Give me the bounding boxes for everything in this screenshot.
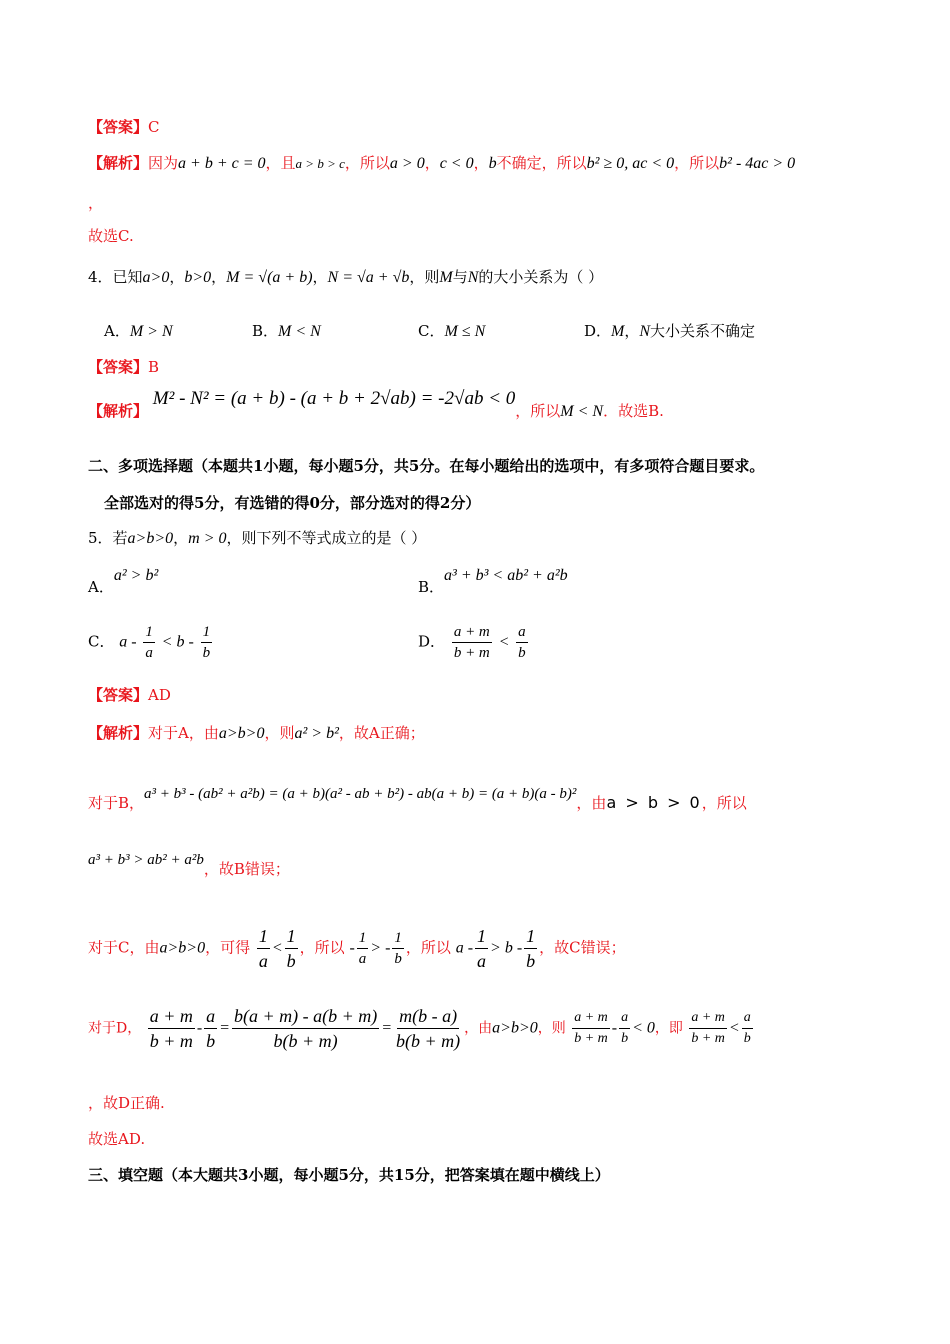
math: < 0: [632, 1019, 655, 1037]
text: ，: [169, 268, 185, 286]
q5-option-c[interactable]: [88, 622, 214, 663]
q5-analysis-d-end: ，故D正确.: [88, 1094, 165, 1112]
numerator: 1: [257, 924, 270, 949]
denominator: b + m: [574, 1031, 608, 1046]
math: < b -: [161, 633, 194, 651]
q4-option-a[interactable]: [104, 320, 173, 343]
numerator: a + m: [148, 1004, 195, 1029]
denominator: b: [206, 1031, 216, 1051]
math: <: [728, 1019, 740, 1037]
denominator: a: [477, 951, 487, 971]
math: a>b>0: [159, 939, 206, 957]
fraction: [475, 924, 488, 973]
option-label: C．: [88, 632, 115, 651]
text: ，故A正确；: [338, 724, 425, 742]
text: ，即: [654, 1020, 683, 1037]
fraction: [232, 1004, 379, 1053]
q4-option-c[interactable]: [418, 320, 485, 343]
q5-analysis-b-cont: [88, 852, 290, 881]
numerator: a: [204, 1004, 217, 1029]
math: a² > b²: [294, 725, 339, 742]
text: ，: [211, 268, 227, 286]
text: ，则: [537, 1020, 566, 1037]
math: a > b > 0: [606, 793, 702, 812]
text: 对于B，: [88, 794, 145, 812]
math: b² ≥ 0, ac < 0: [586, 155, 675, 172]
math: m > 0: [188, 530, 227, 547]
fraction: [394, 1004, 462, 1053]
fraction: [452, 622, 492, 663]
math: a -: [455, 939, 474, 957]
math: a³ + b³ > ab² + a²b: [88, 852, 204, 868]
answer-value: AD: [148, 686, 171, 704]
text: ，则: [264, 724, 295, 742]
math: a > 0: [389, 155, 425, 172]
fraction: [201, 622, 213, 663]
denominator: a: [258, 951, 268, 971]
text: ，所以: [344, 154, 390, 172]
math: a > b > c: [295, 156, 345, 171]
math: > -: [370, 939, 391, 957]
answer-tag: 【答案】: [88, 686, 149, 704]
numerator: 1: [285, 924, 298, 949]
q4-answer-line: [88, 356, 159, 378]
math: a>b>0: [492, 1019, 538, 1037]
text: ，: [624, 322, 640, 340]
q5-conclusion: 故选AD.: [88, 1130, 146, 1148]
numerator: 1: [524, 924, 537, 949]
option-label: B．: [252, 322, 279, 340]
text: ，则: [409, 268, 440, 286]
text: ，可得: [205, 938, 251, 957]
text: ，: [473, 154, 489, 172]
option-label: C．: [418, 322, 445, 340]
denominator: b: [743, 1031, 751, 1046]
q5-analysis-a: [88, 722, 425, 745]
text: ，由: [576, 794, 607, 812]
q3-conclusion: 故选C.: [88, 227, 134, 245]
numerator: a: [516, 622, 528, 643]
numerator: a + m: [689, 1008, 727, 1029]
numerator: 1: [475, 924, 488, 949]
fraction: [742, 1008, 753, 1049]
text: ，所以: [515, 402, 561, 420]
math: a + b + c = 0: [178, 155, 266, 172]
text: ，且: [265, 154, 296, 172]
section3-heading: 三、填空题（本大题共3小题，每小题5分，共15分，把答案填在题中横线上）: [88, 1166, 610, 1184]
answer-value: B: [148, 358, 160, 376]
math: M: [439, 269, 453, 286]
text: ，故C错误；: [539, 938, 626, 957]
math: <: [271, 939, 283, 957]
analysis-tag: 【解析】: [88, 402, 149, 420]
math: -: [349, 939, 355, 957]
math: N: [639, 323, 651, 340]
q4-analysis-line: [88, 388, 664, 423]
option-label: D．: [418, 632, 446, 651]
answer-tag: 【答案】: [88, 358, 149, 376]
math: M ≤ N: [444, 323, 486, 340]
text: ，所以: [299, 938, 345, 957]
text: 对于C，由: [88, 938, 160, 957]
text: ，由: [464, 1020, 493, 1037]
math: M: [611, 323, 625, 340]
option-label: B．: [418, 578, 445, 596]
numerator: 1: [201, 622, 213, 643]
text: ，: [424, 154, 440, 172]
fraction: [285, 924, 298, 973]
math: M² - N² = (a + b) - (a + b + 2√ab) = -2√ab < 0: [152, 388, 516, 409]
text: 不确定，所以: [496, 154, 587, 172]
q5-stem: [88, 527, 426, 550]
option-label: A．: [88, 578, 114, 596]
numerator: a + m: [452, 622, 492, 643]
denominator: a: [358, 951, 367, 967]
fraction: [204, 1004, 217, 1053]
text: 大小关系不确定: [650, 322, 756, 340]
math: =: [219, 1019, 230, 1037]
text: ，则下列不等式成立的是（ ）: [226, 529, 427, 547]
option-label: A．: [104, 322, 130, 340]
fraction: [257, 924, 270, 973]
q5-option-a[interactable]: [88, 564, 159, 596]
text: 的大小关系为（ ）: [478, 268, 604, 286]
math: M < N: [278, 323, 321, 340]
denominator: b: [518, 645, 526, 661]
math: > b -: [490, 939, 523, 957]
math: a -: [119, 633, 137, 651]
section2-heading-cont: 全部选对的得5分，有选错的得0分，部分选对的得2分）: [104, 494, 481, 512]
fraction: [357, 928, 369, 969]
denominator: b(b + m): [273, 1031, 338, 1051]
math: a>0: [142, 269, 170, 286]
denominator: b: [202, 645, 211, 661]
math: a² > b²: [113, 567, 159, 584]
numerator: 1: [143, 622, 155, 643]
numerator: a: [619, 1008, 630, 1029]
fraction: [392, 928, 404, 969]
numerator: a + m: [572, 1008, 610, 1029]
numerator: 1: [392, 928, 404, 949]
math: <: [498, 633, 510, 651]
math: b: [488, 155, 497, 172]
denominator: b + m: [149, 1031, 193, 1051]
text: ，: [173, 529, 189, 547]
text: ，所以: [701, 794, 747, 812]
text: 5．若: [88, 529, 128, 547]
q5-answer-line: [88, 684, 171, 706]
q5-option-b[interactable]: [418, 564, 568, 596]
option-label: D．: [584, 322, 612, 340]
fraction: [572, 1008, 610, 1049]
q5-analysis-d: [88, 1004, 755, 1053]
q4-option-d[interactable]: [584, 320, 755, 343]
math: b>0: [184, 269, 212, 286]
answer-tag: 【答案】: [88, 118, 149, 136]
numerator: b(a + m) - a(b + m): [232, 1004, 379, 1029]
section2-heading: 二、多项选择题（本题共1小题，每小题5分，共5分。在每小题给出的选项中，有多项符合题目要求。: [88, 457, 765, 475]
fraction: [516, 622, 528, 663]
fraction: [524, 924, 537, 973]
math: M > N: [129, 323, 173, 340]
denominator: b: [286, 951, 296, 971]
text: ，所以: [405, 938, 451, 957]
q4-stem: [88, 266, 603, 289]
math: N: [467, 269, 479, 286]
numerator: 1: [357, 928, 369, 949]
numerator: a: [742, 1008, 753, 1029]
math: -: [611, 1019, 618, 1037]
text: ，故B错误；: [203, 860, 290, 878]
fraction: [143, 622, 155, 663]
q3-analysis-line: [88, 152, 795, 175]
math: a³ + b³ < ab² + a²b: [444, 567, 568, 584]
denominator: b + m: [453, 645, 490, 661]
math: a>b>0: [218, 725, 265, 742]
math: -: [196, 1019, 203, 1037]
q5-analysis-c: [88, 924, 626, 973]
denominator: a: [145, 645, 153, 661]
text: ，: [312, 268, 328, 286]
fraction: [148, 1004, 195, 1053]
denominator: b + m: [691, 1031, 725, 1046]
fraction: [689, 1008, 727, 1049]
text: 因为: [148, 154, 179, 172]
math: N = √a + √b: [327, 269, 410, 286]
denominator: b: [621, 1031, 629, 1046]
math: a³ + b³ - (ab² + a²b) = (a + b)(a² - ab + b²) - ab(a + b) = (a + b)(a - b)²: [144, 786, 577, 802]
math: M < N: [560, 403, 604, 420]
answer-value: C: [148, 118, 160, 136]
text: 对于A，由: [148, 724, 219, 742]
text: 与: [452, 268, 468, 286]
q5-analysis-b: [88, 786, 747, 815]
math: a>b>0: [127, 530, 174, 547]
q5-option-d[interactable]: [418, 622, 530, 663]
denominator: b: [526, 951, 536, 971]
math: M = √(a + b): [226, 269, 313, 286]
text: ．故选B.: [603, 402, 664, 420]
fraction: [619, 1008, 630, 1049]
text: ，所以: [674, 154, 720, 172]
q3-comma: ，: [88, 194, 104, 212]
math: b² - 4ac > 0: [719, 155, 796, 172]
text: 对于D，: [88, 1020, 142, 1037]
numerator: m(b - a): [397, 1004, 459, 1029]
analysis-tag: 【解析】: [88, 154, 149, 172]
q4-option-b[interactable]: [252, 320, 321, 343]
denominator: b(b + m): [396, 1031, 461, 1051]
math: =: [381, 1019, 393, 1037]
q3-answer-line: [88, 116, 160, 138]
math: c < 0: [439, 155, 474, 172]
text: 4．已知: [88, 268, 143, 286]
denominator: b: [394, 951, 402, 967]
analysis-tag: 【解析】: [88, 724, 149, 742]
